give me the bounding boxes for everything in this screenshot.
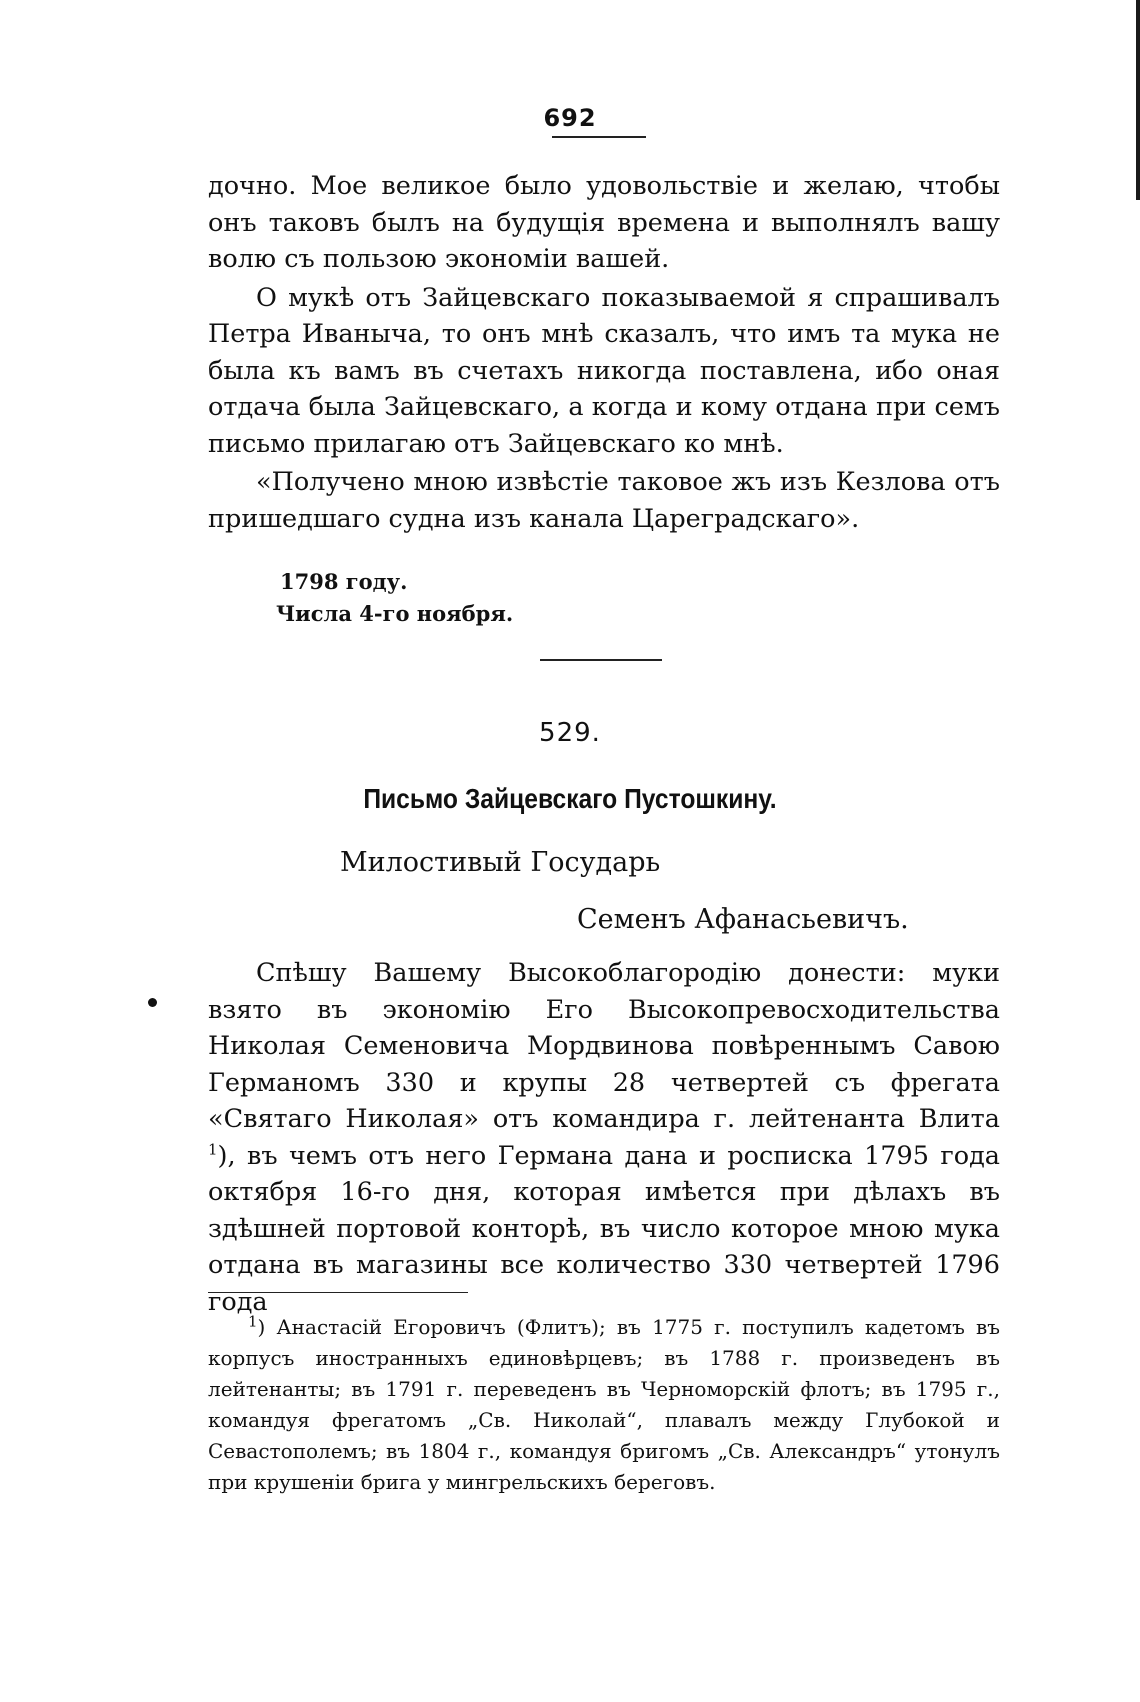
- footnote-marker: 1: [248, 1312, 258, 1331]
- document-title: Письмо Зайцевскаго Пустошкину.: [363, 783, 777, 814]
- dateline: [276, 566, 514, 630]
- footnote-text: ) Анастасій Егоровичъ (Флитъ); въ 1775 г. поступилъ кадетомъ въ корпусъ иностранныхъ единовѣрцевъ; въ 1788 г. произведенъ въ лейтенанты; въ 1791 г. переведенъ въ Черноморскій флотъ; въ 1795 г., командуя фрегатомъ „Св. Николай“, плавалъ между Глубокой и Севастополемъ; въ 1804 г., командуя бригомъ „Св. Александръ“ утонулъ при крушеніи брига у мингрельскихъ береговъ.: [208, 1315, 1000, 1494]
- letter-text-part-2: ), въ чемъ отъ него Германа дана и росписка 1795 года октября 16-го дня, которая имѣется при дѣлахъ въ здѣшней портовой конторѣ, въ число которое мною мука отдана въ магазины все количество 330 четвертей 1796 года: [208, 1140, 1000, 1317]
- letter-paragraph: [208, 955, 1000, 1320]
- footnote-paragraph: [208, 1312, 1000, 1498]
- opening-paragraph: дочно. Мое великое было удовольствіе и желаю, чтобы онъ таковъ былъ на будущія времена и выполнялъ вашу волю съ пользою экономіи вашей.: [208, 171, 1000, 274]
- footnote-rule: [208, 1292, 468, 1293]
- page-number-rule: [552, 136, 646, 138]
- section-divider: [540, 659, 662, 661]
- footnote-reference: 1: [208, 1140, 218, 1158]
- dateline-year: 1798 году.: [280, 569, 408, 594]
- salutation-line-1: Милостивый Государь: [340, 847, 661, 878]
- opening-text: [208, 168, 1000, 537]
- salutation-line-2: Семенъ Афанасьевичъ.: [577, 904, 909, 935]
- document-number: 529.: [539, 718, 601, 748]
- footnote: [208, 1312, 1000, 1498]
- dateline-day: Числа 4-го ноября.: [276, 601, 514, 626]
- page-number: 692: [543, 104, 597, 132]
- scan-edge-mark: [1136, 0, 1140, 200]
- quoted-paragraph: «Получено мною извѣстіе таковое жъ изъ Кезлова отъ пришедшаго судна изъ канала Цареградскаго».: [208, 467, 1000, 534]
- letter-body: [208, 955, 1000, 1320]
- letter-text-part-1: Спѣшу Вашему Высокоблагородію донести: муки взято въ экономію Его Высокопревосходительства Николая Семеновича Мордвинова повѣреннымъ Савою Германомъ 330 и крупы 28 четвертей съ фрегата «Святаго Николая» отъ командира г. лейтенанта Влита: [208, 958, 1000, 1134]
- opening-paragraph: О мукѣ отъ Зайцевскаго показываемой я спрашивалъ Петра Иваныча, то онъ мнѣ сказалъ, что имъ та мука не была къ вамъ въ счетахъ никогда поставлена, ибо оная отдача была Зайцевскаго, а когда и кому отдана при семъ письмо прилагаю отъ Зайцевскаго ко мнѣ.: [208, 282, 1000, 459]
- margin-mark: [148, 998, 157, 1007]
